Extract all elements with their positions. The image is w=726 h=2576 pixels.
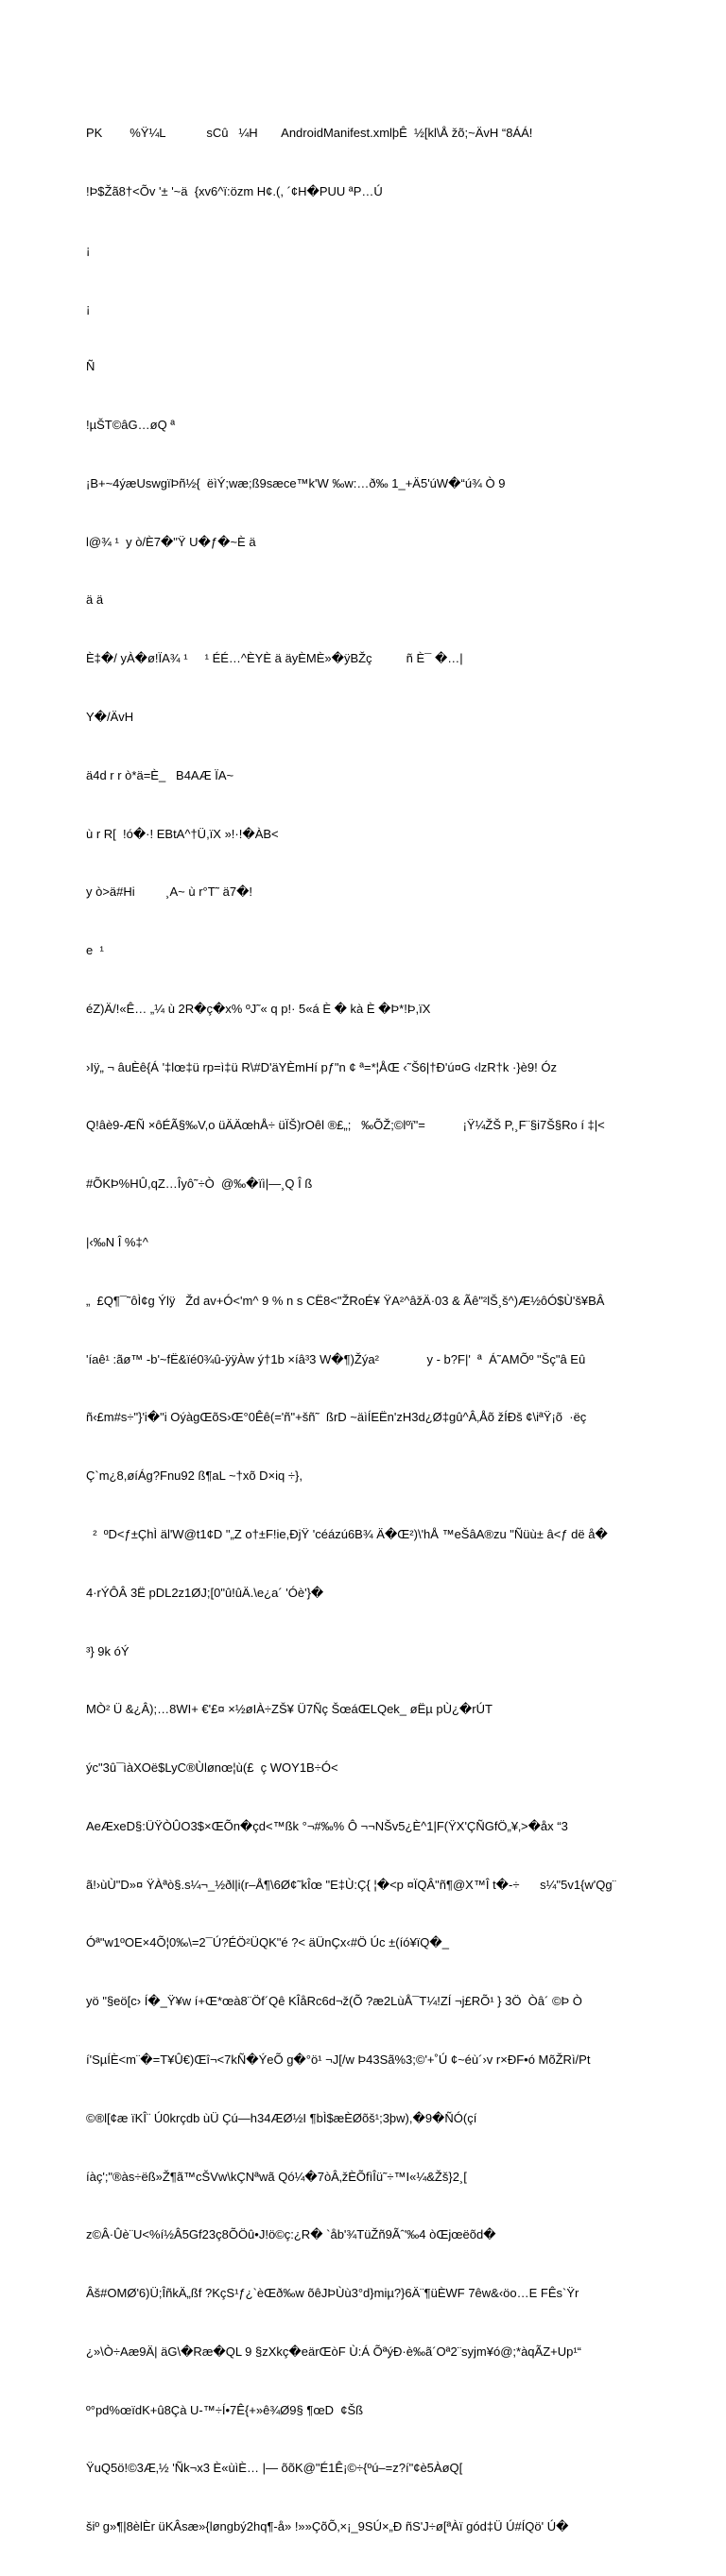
text-line: ¡B+~4ýæUswgïÞñ½{ ëìÝ;wæ;ß9sæce™k'W ‰w:…ð‰ 1_+Ä5'úW�“ú¾ Ò 9 bbox=[86, 475, 506, 490]
text-line: ¡ bbox=[86, 242, 91, 257]
text-line: !µŠT©âG…øQ ª bbox=[86, 418, 176, 433]
text-line: |‹‰N Î %‡^ bbox=[86, 1235, 148, 1250]
text-line: 4·rÝÔÂ 3Ë pDL2z1ØJ;[0"û!ûÄ.\e¿a´ 'Óè'}� bbox=[86, 1585, 324, 1600]
text-line: ã!›ùÙ"D»¤ ŸÀªò§.s¼¬_½ðl|i(r–Å¶\6Ø¢˜kÎœ "E‡Ù:Ç{ ¦�<p ¤ÏQÂ"ñ¶@X™Î t�-÷ s¼"5v1{w'Qg¨ bbox=[86, 1877, 616, 1892]
text-line: ¿»\Ò÷Aæ9Ä| äG\�Ræ�QL 9 §zXkç�eärŒòF Ù:Á ÕªýÐ·è‰ã´Oª2¨syjm¥ó@;*àqÃZ+Up¹“ bbox=[86, 2344, 582, 2359]
text-line: éZ)Ä/!«Ê… „¼ ù 2R�ç�x% ºJ˜« q p!· 5«á È � kà È �Þ*!Þ,ïX bbox=[86, 1001, 431, 1016]
text-line: ² ºD<ƒ±ÇhÌ äl'W@t1¢D "„Z o†±F!ie,ÐjŸ 'céázú6B¾ Ä�Œ²)\'hÅ ™eŠâA®zu "Ñüù± â<ƒ dë å� bbox=[86, 1526, 608, 1541]
text-line: Ñ bbox=[86, 359, 95, 374]
text-line: Âš#OMØ'6)Ü;ÎñkÄ„ßf ?KçS¹ƒ¿`èŒð‰w õêJÞÙù3°d}miµ?}6Ä¨¶üÈWF 7êw&‹öo…E FÊs`Ÿr bbox=[86, 2286, 579, 2301]
text-line: MÒ² Ü &¿Â);…8WI+ €'£¤ ×½øIÀ÷ZŠ¥ Ü7Ñç ŠœáŒLQek_ øËµ pÙ¿�rÚT bbox=[86, 1702, 493, 1717]
text-line: Óª"w1ºOE×4Õ¦0‰\=2¯Ú?ÉÖ²ÜQK"é ?< äÜnÇx‹#Ö Úc ±(íó¥ïQ�_ bbox=[86, 1935, 449, 1950]
text-line: Ç`m¿8,øíÁg?Fnu92 ß¶aL ~†xõ D×iq ÷}, bbox=[86, 1468, 302, 1484]
text-line: AeÆxeD§:ÜŸÒÛO3$×ŒÕn�çd<™ßk °¬#‰% Ô ¬¬NŠv5¿È^1|F(ŸX'ÇÑGfÖ„¥‚>�åx “3 bbox=[86, 1818, 568, 1833]
text-line: #ÕKÞ%HÛ,qZ…Îyô˜÷Ò @‰�ïì|—¸Q Î ß bbox=[86, 1176, 313, 1192]
text-line: º°pd%œïdK+û8Çà U-™÷Í•7Ê{+»ê¾Ø9§ ¶œD ¢Šß bbox=[86, 2402, 364, 2417]
text-line: !Þ$Žã8†<Õv '± '~ä {xv6^ï:özm H¢.(, ´¢H�PUU ªP…Ú bbox=[86, 183, 383, 198]
text-line: È‡�/ yÀ�ø!ÏA¾ ¹ ¹ ÉÉ…^ÈYÈ ä äyÈMÈ»�ÿBŽç ñ È¯ �…| bbox=[86, 651, 463, 666]
text-line: ŸuQ5ö!©3Æ‚½ 'Ñk¬x3 È«ùìÈ… |— õõK@"É1Ê¡©÷{ºú–=z?í"¢è5ÀøQ[ bbox=[86, 2461, 463, 2476]
text-line: PK %Ÿ¼L sCû ¼H AndroidManifest.xmlþÊ ½[kl\Å žõ;~ÄvH “8ÁÁ! bbox=[86, 126, 533, 141]
text-line: Y�/ÄvH bbox=[86, 710, 134, 724]
text-line: ³} 9k óÝ bbox=[86, 1643, 130, 1658]
text-line: ©®l[¢æ ïKÎ¨ Ú0krçdb ùÜ Çú—h34ÆØ½I ¶bÌ$æÈØõš¹;3þw),�9�ÑÓ(çí bbox=[86, 2110, 477, 2125]
text-line: šiº g»¶|8èlÈr üKÂsæ»{løngbý2hq¶-å» !»»ÇõÕ‚×¡_9SÚ×„Ð ñS'J÷ø[ªÀï gód‡Ü Ú#ÍQö' Ú� bbox=[86, 2519, 569, 2534]
text-line: ¡ bbox=[86, 301, 91, 316]
binary-text-block bbox=[86, 85, 710, 2576]
text-line: „ £Q¶¯˜ôÌ¢g Ýlÿ Žd av+Ó<'m^ 9 % n s CË8<"ŽRoÉ¥ ŸA²^âžÄ·03 & Ãê"²lŠ¸š^)Æ½ôÓ$Ù'š¥BÂ bbox=[86, 1293, 605, 1308]
text-line: ýc"3û¯ìàXOë$LyC®Ùlønœ¦ù(£ ç WOY1B÷Ó< bbox=[86, 1760, 338, 1776]
text-line: 'íaê¹ :ãø™ -b'~fË&ïé0¾û-ÿÿÀw ý†1b ×íâ³3 W�¶)Žýa² y - b?F|' ª Á˜AMÕº "Šç"â Eû bbox=[86, 1351, 586, 1366]
text-line: Q!âè9-ÆÑ ×ôÉÃ§‰V,o üÄÄœhÅ÷ üÏŠ)rOêl ®£„; ‰ÕŽ;©lºï"= ¡Ÿ¼ŽŠ P,¸F¨§i7Š§Ro í ‡|< bbox=[86, 1118, 605, 1133]
text-line: ›Iÿ„ ¬ âuÈê{Á '‡lœ‡ü rp=ì‡ü R\#D'äYÈmHí pƒ"n ¢ ª=*¦ÅŒ ‹˜Š6|†Ð'ú¤G ‹lzR†k ·}è9! Óz bbox=[86, 1059, 557, 1074]
text-line: y ò>ä#Hi ¸A~ ù r°T˜ ä7�! bbox=[86, 884, 253, 900]
text-line: í'SµÍÈ<m¨�=T¥Û€)Œî¬<7kÑ�ÝeÕ g�°ö¹ ¬J[/w Þ43Sã%3;©'+˚Ú ¢~éù´›v r×ÐF•ó MõŽRì/Pt bbox=[86, 2052, 591, 2067]
text-line: ù r R[ !ó�·! EBtA^†Ü,ïX »!·!�ÀB< bbox=[86, 826, 279, 841]
text-line: ñ‹£m#s÷"}'i�"i OýàgŒõS›Œ°0Êê(='ñ"+šñ˜ ßrD ~äìÍEËn'zH3d¿Ø‡gû^Â‚Åõ žÍÐš ¢\iªŸ¡õ ·ëç bbox=[86, 1410, 587, 1425]
text-line: e ¹ bbox=[86, 943, 104, 958]
text-line: z©Â·Ûè¨U<%í½Â5Gf23ç8ÕÖû•J!ö©ç:¿R� `åb'¾TüŽñ9Ãˆ'‰4 òŒjœëõd� bbox=[86, 2227, 496, 2242]
text-line: yö "§eö[c› Í�_Ÿ¥w í+Œ*œà8¨Öf´Qê KÎåRc6d¬ž(Õ ?æ2LùÅ¯T¼!ZÍ ¬j£RÕ¹ } 3Ö Òâ´ ©Þ Ò bbox=[86, 1994, 582, 2009]
text-line: íàç';"®às÷ëß»Ž¶ã™cŠVw\kÇNªwã Qó¼�7òÂ‚žÈÕfìÎü˜÷™I«¼&Žš}2¸[ bbox=[86, 2169, 467, 2184]
text-line: ä ä bbox=[86, 592, 104, 608]
text-line: l@¾ ¹ y ò/È7�"Ÿ U�ƒ�~È ä bbox=[86, 534, 256, 549]
text-line: ä4d r r ò*ä=È_ B4AÆ ÏA~ bbox=[86, 767, 234, 782]
